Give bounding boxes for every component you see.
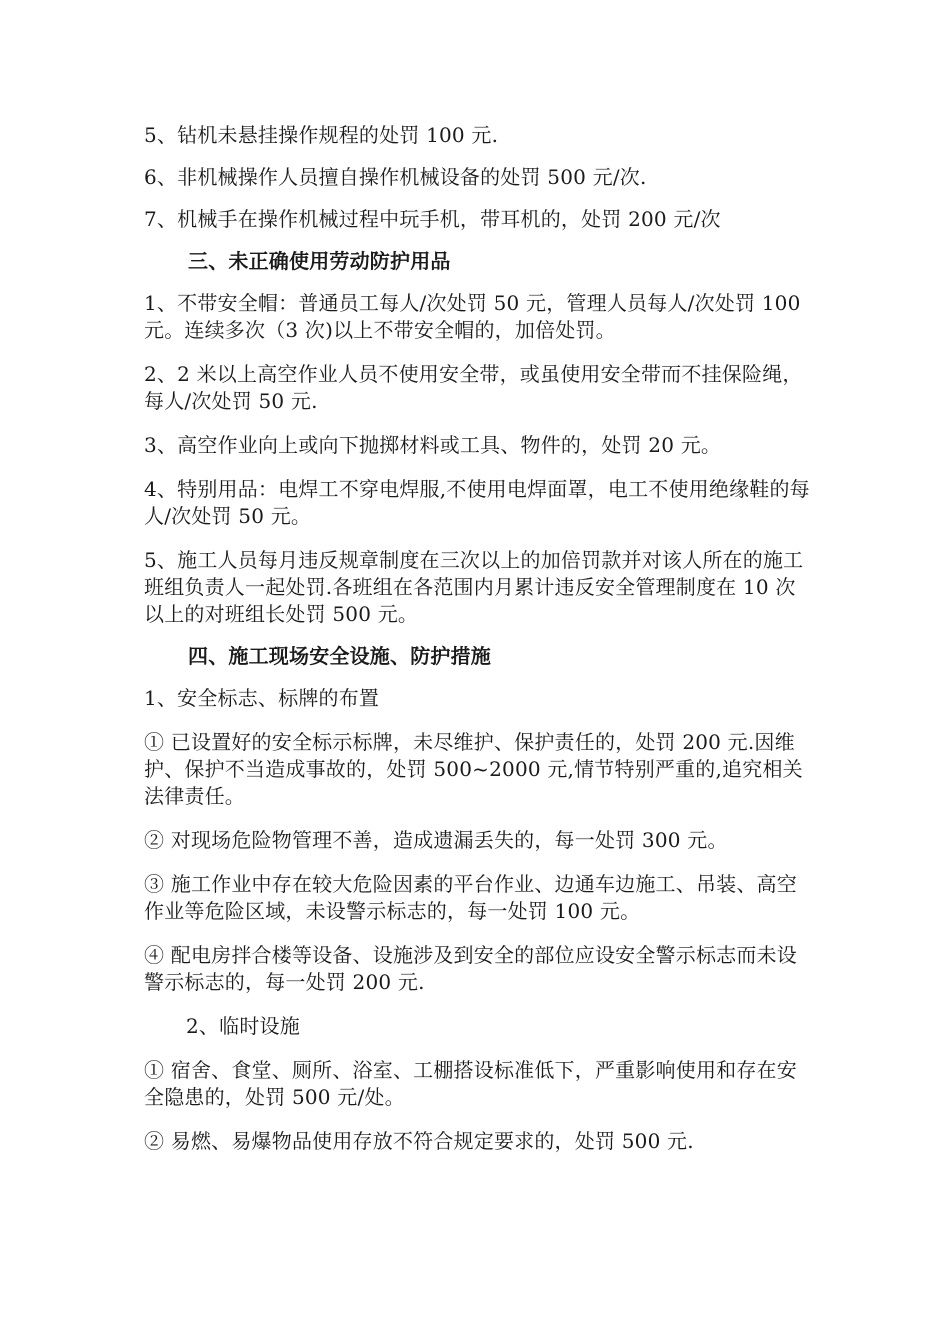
paragraph-safety-belt-rule: 2、2 米以上高空作业人员不使用安全带，或虽使用安全带而不挂保险绳，每人/次处罚 50 元. xyxy=(144,362,803,413)
document-body xyxy=(144,122,810,1155)
paragraph-rule-5-drill: 5、钻机未悬挂操作规程的处罚 100 元. xyxy=(144,123,499,147)
paragraph-temporary-facilities-title: 2、临时设施 xyxy=(186,1014,300,1038)
paragraph-signs-maintenance-rule: ① 已设置好的安全标示标牌，未尽维护、保护责任的，处罚 200 元.因维护、保护不当造成事故的，处罚 500~2000 元,情节特别严重的,追究相关法律责任。 xyxy=(144,730,803,808)
paragraph-flammable-storage-rule: ② 易燃、易爆物品使用存放不符合规定要求的，处罚 500 元. xyxy=(144,1129,694,1153)
paragraph-hazard-management-rule: ② 对现场危险物管理不善，造成遗漏丢失的，每一处罚 300 元。 xyxy=(144,828,728,852)
paragraph-repeat-violation-rule: 5、施工人员每月违反规章制度在三次以上的加倍罚款并对该人所在的施工班组负责人一起处罚.各班组在各范围内月累计违反安全管理制度在 10 次以上的对班组长处罚 500 元。 xyxy=(144,548,804,626)
paragraph-rule-7-phone: 7、机械手在操作机械过程中玩手机，带耳机的，处罚 200 元/次 xyxy=(144,207,721,231)
section-heading-site-safety-facilities: 四、施工现场安全设施、防护措施 xyxy=(188,644,491,668)
paragraph-special-equipment-rule: 4、特别用品：电焊工不穿电焊服,不使用电焊面罩，电工不使用绝缘鞋的每人/次处罚 50 元。 xyxy=(144,477,810,528)
paragraph-warning-signs-rule: ③ 施工作业中存在较大危险因素的平台作业、边通车边施工、吊装、高空作业等危险区域，未设警示标志的，每一处罚 100 元。 xyxy=(144,872,797,923)
paragraph-safety-signs-title: 1、安全标志、标牌的布置 xyxy=(144,686,380,710)
paragraph-throwing-rule: 3、高空作业向上或向下抛掷材料或工具、物件的，处罚 20 元。 xyxy=(144,433,722,457)
paragraph-helmet-rule: 1、不带安全帽：普通员工每人/次处罚 50 元，管理人员每人/次处罚 100 元。连续多次（3 次)以上不带安全帽的，加倍处罚。 xyxy=(144,291,801,342)
paragraph-power-room-signs-rule: ④ 配电房拌合楼等设备、设施涉及到安全的部位应设安全警示标志而未设警示标志的，每一处罚 200 元. xyxy=(144,943,797,994)
section-heading-protective-equipment: 三、未正确使用劳动防护用品 xyxy=(188,249,451,273)
paragraph-temporary-buildings-rule: ① 宿舍、食堂、厕所、浴室、工棚搭设标准低下，严重影响使用和存在安全隐患的，处罚 500 元/处。 xyxy=(144,1058,797,1109)
paragraph-rule-6-machinery: 6、非机械操作人员擅自操作机械设备的处罚 500 元/次. xyxy=(144,165,647,189)
